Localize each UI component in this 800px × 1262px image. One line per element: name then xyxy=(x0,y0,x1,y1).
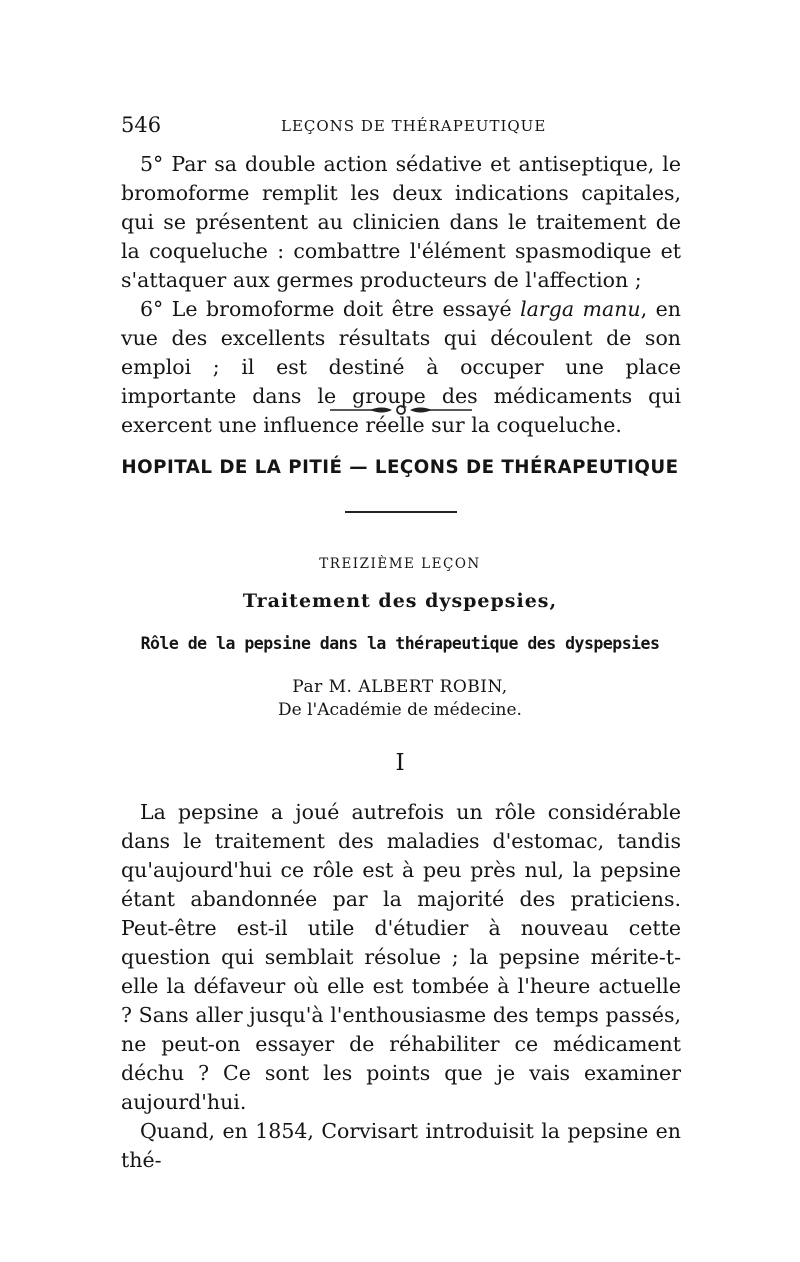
conclusion-block xyxy=(121,150,681,440)
lecture-subtitle: Rôle de la pepsine dans la thérapeutique des dyspepsies xyxy=(140,634,660,653)
conclusion-point-6: 6° Le bromoforme doit être essayé larga manu, en vue des excellents résultats qui découlent de son emploi ; il est destiné à occuper une place importante dans le groupe des médicaments qui exercent une influence réelle sur la coqueluche. xyxy=(121,297,681,437)
body-paragraph-1: La pepsine a joué autrefois un rôle considérable dans le traitement des maladies d'estomac, tandis qu'aujourd'hui ce rôle est à peu près nul, la pepsine étant abandonnée par la majorité des praticiens. Peut-être est-il utile d'étudier à nouveau cette question qui semblait résolue ; la pepsine mérite-t-elle la défaveur où elle est tombée à l'heure actuelle ? Sans aller jusqu'à l'enthousiasme des temps passés, ne peut-on essayer de réhabiliter ce médicament déchu ? Ce sont les points que je vais examiner aujourd'hui. xyxy=(121,800,681,1114)
body-paragraph-2: Quand, en 1854, Corvisart introduisit la pepsine en thé- xyxy=(121,1119,681,1172)
body-text xyxy=(121,798,681,1175)
latin-phrase: larga manu xyxy=(520,297,641,321)
heading-rule xyxy=(345,511,457,513)
page-number: 546 xyxy=(121,113,162,137)
section-ornament-icon xyxy=(330,402,472,418)
lecture-number: TREIZIÈME LEÇON xyxy=(319,556,481,572)
lecture-title: Traitement des dyspepsies, xyxy=(242,590,558,612)
section-number: I xyxy=(395,750,405,776)
conclusion-point-5: 5° Par sa double action sédative et antiseptique, le bromoforme remplit les deux indications capitales, qui se présentent au clinicien dans le traitement de la coqueluche : combattre l'élément spasmodique et s'attaquer aux germes producteurs de l'affection ; xyxy=(121,152,681,292)
running-title: LEÇONS DE THÉRAPEUTIQUE xyxy=(281,117,547,135)
author-affiliation: De l'Académie de médecine. xyxy=(278,700,522,720)
running-head xyxy=(121,113,681,143)
hospital-heading: HOPITAL DE LA PITIÉ — LEÇONS DE THÉRAPEUTIQUE xyxy=(121,456,679,478)
author-line: Par M. ALBERT ROBIN, xyxy=(292,677,508,697)
